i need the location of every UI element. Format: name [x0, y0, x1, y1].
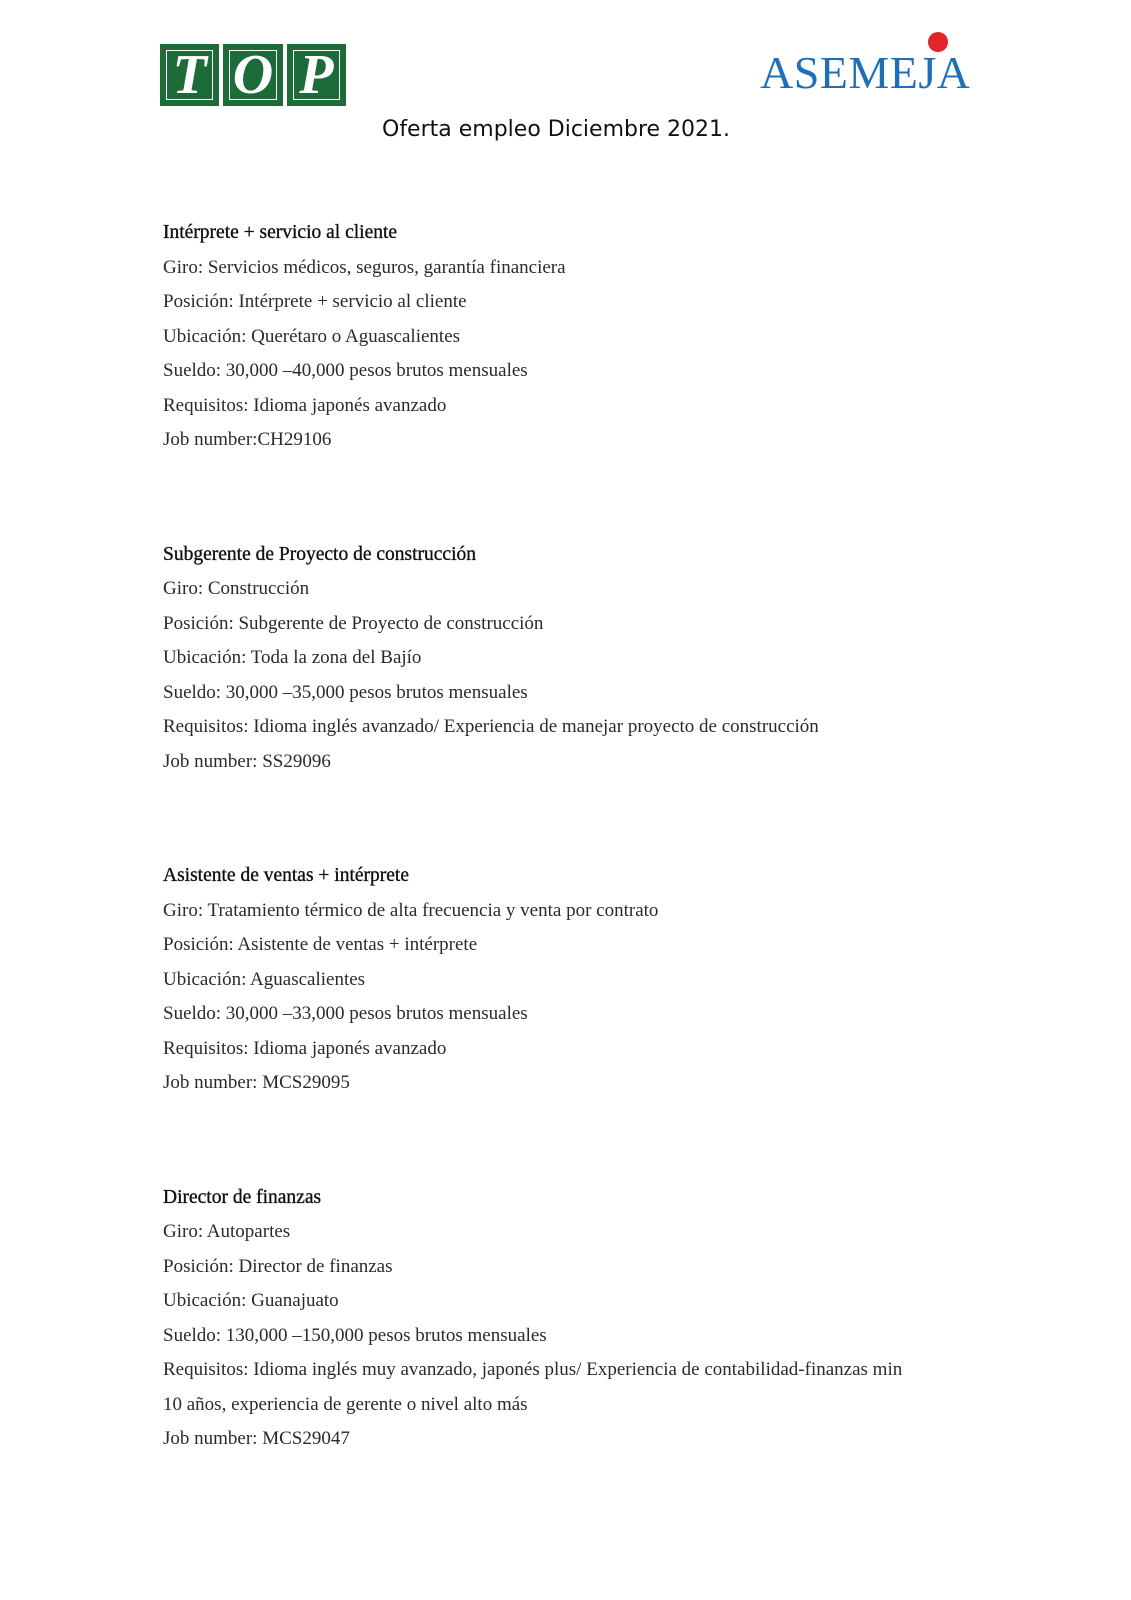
top-logo-letter: O	[232, 44, 274, 106]
job-number: Job number:CH29106	[163, 429, 332, 450]
job-posicion: Posición: Intérprete + servicio al cliente	[163, 291, 467, 312]
job-offer	[163, 1181, 963, 1457]
job-title: Asistente de ventas + intérprete	[163, 865, 409, 886]
job-sueldo: Sueldo: 30,000 –40,000 pesos brutos mensuales	[163, 360, 528, 381]
job-number: Job number: MCS29047	[163, 1428, 350, 1449]
job-posicion: Posición: Subgerente de Proyecto de construcción	[163, 612, 544, 634]
asemeja-logo	[760, 28, 980, 108]
job-giro: Giro: Servicios médicos, seguros, garantía financiera	[163, 256, 566, 278]
job-title: Intérprete + servicio al cliente	[163, 222, 398, 243]
top-logo-cell	[287, 44, 346, 106]
job-giro: Giro: Construcción	[163, 578, 310, 599]
job-giro: Giro: Autopartes	[163, 1221, 291, 1242]
job-list	[163, 216, 963, 1457]
job-requisitos: Requisitos: Idioma japonés avanzado	[163, 394, 447, 416]
job-offer	[163, 538, 963, 780]
job-offer	[163, 216, 963, 458]
job-title: Subgerente de Proyecto de construcción	[163, 543, 476, 565]
job-posicion: Posición: Director de finanzas	[163, 1255, 393, 1277]
job-offer	[163, 859, 963, 1101]
job-requisitos: Requisitos: Idioma inglés avanzado/ Experiencia de manejar proyecto de construcción	[163, 716, 819, 737]
job-number: Job number: MCS29095	[163, 1072, 350, 1093]
asemeja-logo-text: ASEMEJA	[760, 47, 971, 98]
document-title: Oferta empleo Diciembre 2021.	[382, 117, 731, 142]
job-sueldo: Sueldo: 30,000 –35,000 pesos brutos mensuales	[163, 681, 528, 703]
job-ubicacion: Ubicación: Guanajuato	[163, 1290, 339, 1311]
job-requisitos: Requisitos: Idioma inglés muy avanzado, japonés plus/ Experiencia de contabilidad-finanzas min 10 años, experiencia de gerente o nivel alto más	[163, 1359, 903, 1415]
job-ubicacion: Ubicación: Querétaro o Aguascalientes	[163, 325, 461, 347]
job-posicion: Posición: Asistente de ventas + intérprete	[163, 934, 478, 955]
job-requisitos: Requisitos: Idioma japonés avanzado	[163, 1037, 447, 1059]
top-logo-letter: P	[299, 44, 334, 106]
job-ubicacion: Ubicación: Aguascalientes	[163, 968, 366, 990]
job-sueldo: Sueldo: 30,000 –33,000 pesos brutos mensuales	[163, 1003, 528, 1024]
job-number: Job number: SS29096	[163, 750, 331, 772]
job-sueldo: Sueldo: 130,000 –150,000 pesos brutos mensuales	[163, 1324, 547, 1346]
job-giro: Giro: Tratamiento térmico de alta frecuencia y venta por contrato	[163, 899, 659, 921]
top-logo-cell	[160, 44, 219, 106]
top-logo-letter: T	[172, 44, 207, 106]
top-logo	[160, 44, 346, 106]
job-ubicacion: Ubicación: Toda la zona del Bajío	[163, 647, 422, 668]
top-logo-cell	[223, 44, 282, 106]
job-title: Director de finanzas	[163, 1186, 322, 1208]
